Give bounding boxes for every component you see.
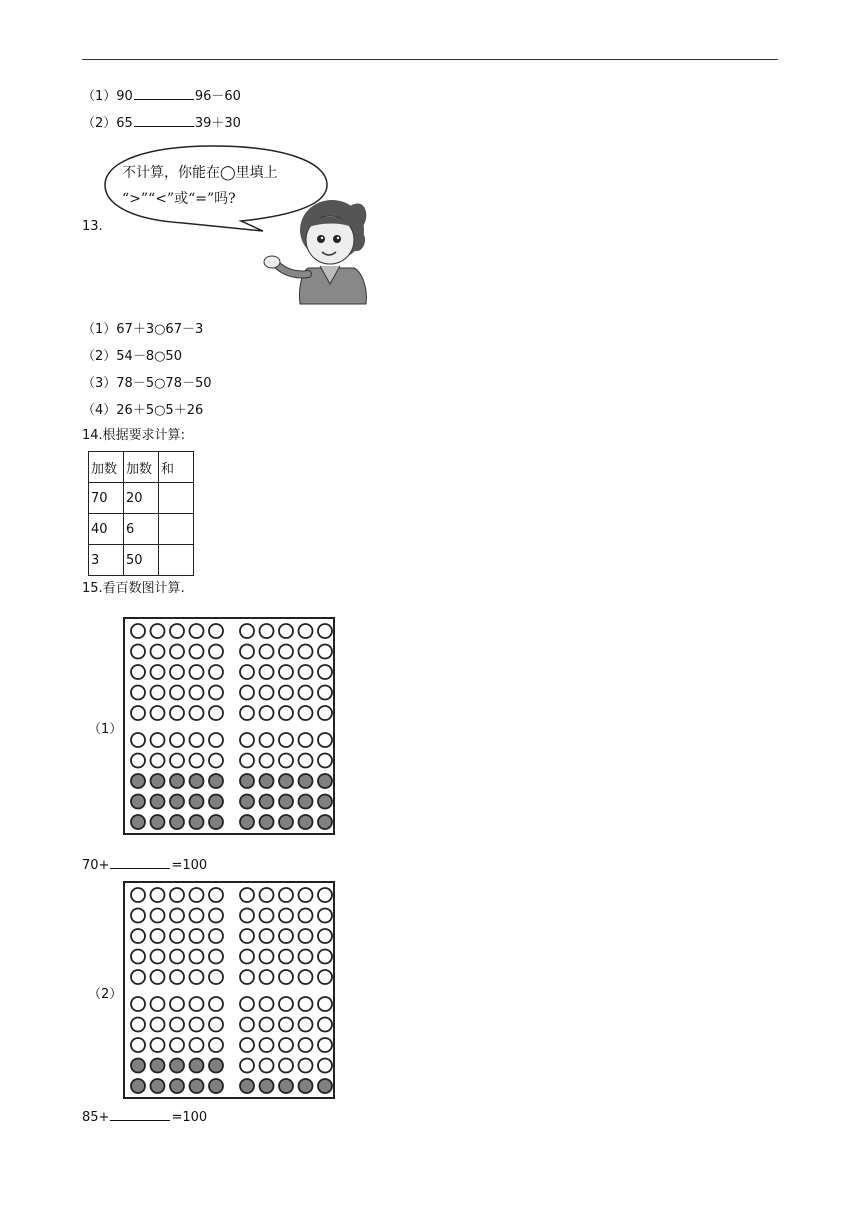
open-dot <box>279 970 293 984</box>
open-dot <box>170 1038 184 1052</box>
header-cell: 加数 <box>124 452 159 483</box>
open-dot <box>170 624 184 638</box>
shaded-dot <box>151 774 165 788</box>
shaded-dot <box>279 774 293 788</box>
open-dot <box>279 1059 293 1073</box>
open-dot <box>299 909 313 923</box>
open-dot <box>209 997 223 1011</box>
shaded-dot <box>240 815 254 829</box>
shaded-dot <box>240 774 254 788</box>
open-dot <box>279 706 293 720</box>
open-dot <box>299 888 313 902</box>
open-dot <box>131 665 145 679</box>
open-dot <box>260 706 274 720</box>
open-dot <box>170 950 184 964</box>
open-dot <box>318 686 332 700</box>
table-cell: 70 <box>89 483 124 514</box>
open-dot <box>279 929 293 943</box>
shaded-dot <box>209 795 223 809</box>
open-dot <box>318 888 332 902</box>
open-dot <box>131 888 145 902</box>
open-dot <box>260 929 274 943</box>
q14-title: 14.根据要求计算: <box>82 428 186 443</box>
open-dot <box>240 997 254 1011</box>
open-dot <box>151 624 165 638</box>
open-dot <box>260 686 274 700</box>
open-dot <box>240 929 254 943</box>
open-dot <box>131 1018 145 1032</box>
sum-cell[interactable] <box>159 545 194 576</box>
open-dot <box>151 645 165 659</box>
open-dot <box>260 754 274 768</box>
shaded-dot <box>190 774 204 788</box>
shaded-dot <box>318 815 332 829</box>
part1-label: （1） <box>88 722 123 737</box>
shaded-dot <box>131 1059 145 1073</box>
open-dot <box>209 909 223 923</box>
open-dot <box>279 909 293 923</box>
shaded-dot <box>260 815 274 829</box>
open-dot <box>260 1038 274 1052</box>
q13-item-2: （2）54－8○50 <box>82 349 182 364</box>
open-dot <box>318 970 332 984</box>
open-dot <box>209 754 223 768</box>
shaded-dot <box>260 774 274 788</box>
open-dot <box>279 1038 293 1052</box>
open-dot <box>299 706 313 720</box>
open-dot <box>209 645 223 659</box>
open-dot <box>209 686 223 700</box>
open-dot <box>260 970 274 984</box>
open-dot <box>299 624 313 638</box>
open-dot <box>318 645 332 659</box>
open-dot <box>240 1059 254 1073</box>
table-cell: 20 <box>124 483 159 514</box>
q15-eq-1: 70+ =100 <box>82 858 208 873</box>
open-dot <box>240 1018 254 1032</box>
open-dot <box>299 1059 313 1073</box>
open-dot <box>170 888 184 902</box>
open-dot <box>209 1018 223 1032</box>
open-dot <box>190 686 204 700</box>
shaded-dot <box>190 795 204 809</box>
open-dot <box>299 997 313 1011</box>
table-row <box>89 514 194 545</box>
part2-label: （2） <box>88 987 123 1002</box>
open-dot <box>299 754 313 768</box>
open-dot <box>240 706 254 720</box>
answer-blank[interactable] <box>134 87 194 100</box>
shaded-dot <box>131 1079 145 1093</box>
hundred-chart-1 <box>123 617 335 835</box>
open-dot <box>299 970 313 984</box>
shaded-dot <box>190 1059 204 1073</box>
table-cell: 3 <box>89 545 124 576</box>
shaded-dot <box>151 815 165 829</box>
open-dot <box>279 997 293 1011</box>
open-dot <box>240 665 254 679</box>
shaded-dot <box>299 815 313 829</box>
addition-table <box>88 451 194 576</box>
open-dot <box>170 686 184 700</box>
table-row <box>89 545 194 576</box>
open-dot <box>279 665 293 679</box>
open-dot <box>151 909 165 923</box>
shaded-dot <box>299 774 313 788</box>
shaded-dot <box>209 774 223 788</box>
open-dot <box>260 624 274 638</box>
open-dot <box>170 1018 184 1032</box>
open-dot <box>131 733 145 747</box>
shaded-dot <box>190 1079 204 1093</box>
open-dot <box>190 997 204 1011</box>
open-dot <box>318 1059 332 1073</box>
open-dot <box>299 950 313 964</box>
answer-blank[interactable] <box>110 1108 170 1121</box>
open-dot <box>209 888 223 902</box>
open-dot <box>240 950 254 964</box>
shaded-dot <box>151 1079 165 1093</box>
open-dot <box>260 888 274 902</box>
open-dot <box>209 706 223 720</box>
open-dot <box>299 1018 313 1032</box>
table-row <box>89 483 194 514</box>
open-dot <box>260 997 274 1011</box>
open-dot <box>209 1038 223 1052</box>
open-dot <box>151 706 165 720</box>
open-dot <box>260 733 274 747</box>
shaded-dot <box>318 1079 332 1093</box>
open-dot <box>131 686 145 700</box>
open-dot <box>170 970 184 984</box>
q15-title: 15.看百数图计算. <box>82 581 185 596</box>
q13-item-3: （3）78－5○78－50 <box>82 376 212 391</box>
shaded-dot <box>170 795 184 809</box>
open-dot <box>170 706 184 720</box>
q13-item-4: （4）26＋5○5＋26 <box>82 403 204 418</box>
open-dot <box>299 733 313 747</box>
shaded-dot <box>170 1079 184 1093</box>
open-dot <box>170 665 184 679</box>
open-dot <box>151 950 165 964</box>
shaded-dot <box>279 795 293 809</box>
open-dot <box>170 997 184 1011</box>
shaded-dot <box>131 774 145 788</box>
open-dot <box>151 970 165 984</box>
shaded-dot <box>190 815 204 829</box>
open-dot <box>131 754 145 768</box>
open-dot <box>318 909 332 923</box>
answer-blank[interactable] <box>110 856 170 869</box>
open-dot <box>190 706 204 720</box>
open-dot <box>190 909 204 923</box>
open-dot <box>240 733 254 747</box>
open-dot <box>279 686 293 700</box>
open-dot <box>209 733 223 747</box>
open-dot <box>209 624 223 638</box>
open-dot <box>151 686 165 700</box>
open-dot <box>299 686 313 700</box>
open-dot <box>279 1018 293 1032</box>
open-dot <box>279 624 293 638</box>
shaded-dot <box>131 815 145 829</box>
open-dot <box>170 733 184 747</box>
open-dot <box>131 645 145 659</box>
open-dot <box>240 624 254 638</box>
open-dot <box>170 909 184 923</box>
shaded-dot <box>299 795 313 809</box>
open-dot <box>151 929 165 943</box>
table-cell: 6 <box>124 514 159 545</box>
q12-item-1: （1）90 96－60 <box>82 89 241 104</box>
table-header-row <box>89 452 194 483</box>
shaded-dot <box>170 1059 184 1073</box>
open-dot <box>131 950 145 964</box>
open-dot <box>170 929 184 943</box>
shaded-dot <box>299 1079 313 1093</box>
header-cell: 加数 <box>89 452 124 483</box>
shaded-dot <box>170 815 184 829</box>
open-dot <box>131 909 145 923</box>
open-dot <box>279 888 293 902</box>
open-dot <box>151 1018 165 1032</box>
open-dot <box>279 645 293 659</box>
open-dot <box>151 733 165 747</box>
open-dot <box>190 754 204 768</box>
shaded-dot <box>318 795 332 809</box>
open-dot <box>209 950 223 964</box>
open-dot <box>240 970 254 984</box>
hundred-chart-2 <box>123 881 335 1099</box>
shaded-dot <box>318 774 332 788</box>
q12-item-2: （2）65 39＋30 <box>82 116 241 131</box>
open-dot <box>318 997 332 1011</box>
open-dot <box>260 909 274 923</box>
open-dot <box>240 645 254 659</box>
open-dot <box>260 950 274 964</box>
girl-illustration <box>262 192 374 312</box>
open-dot <box>318 665 332 679</box>
shaded-dot <box>279 815 293 829</box>
shaded-dot <box>240 795 254 809</box>
q13-number: 13. <box>82 219 103 234</box>
open-dot <box>151 1038 165 1052</box>
open-dot <box>131 997 145 1011</box>
open-dot <box>260 1059 274 1073</box>
sum-cell[interactable] <box>159 483 194 514</box>
open-dot <box>240 909 254 923</box>
header-rule <box>82 59 778 60</box>
open-dot <box>299 665 313 679</box>
open-dot <box>318 1018 332 1032</box>
open-dot <box>240 888 254 902</box>
open-dot <box>151 997 165 1011</box>
shaded-dot <box>240 1079 254 1093</box>
open-dot <box>318 706 332 720</box>
open-dot <box>131 1038 145 1052</box>
open-dot <box>190 929 204 943</box>
open-dot <box>260 645 274 659</box>
open-dot <box>131 624 145 638</box>
open-dot <box>190 624 204 638</box>
open-dot <box>240 1038 254 1052</box>
open-dot <box>190 970 204 984</box>
open-dot <box>260 665 274 679</box>
open-dot <box>240 686 254 700</box>
open-dot <box>209 970 223 984</box>
open-dot <box>240 754 254 768</box>
open-dot <box>190 665 204 679</box>
open-dot <box>190 733 204 747</box>
shaded-dot <box>260 795 274 809</box>
q15-eq-2: 85+ =100 <box>82 1110 208 1125</box>
open-dot <box>318 754 332 768</box>
bubble-text: 不计算，你能在◯里填上 “>”“<”或“=”吗? <box>122 165 278 207</box>
open-dot <box>299 645 313 659</box>
open-dot <box>318 950 332 964</box>
open-dot <box>131 706 145 720</box>
open-dot <box>318 929 332 943</box>
shaded-dot <box>279 1079 293 1093</box>
open-dot <box>299 1038 313 1052</box>
shaded-dot <box>151 795 165 809</box>
open-dot <box>190 1038 204 1052</box>
open-dot <box>318 1038 332 1052</box>
table-cell: 40 <box>89 514 124 545</box>
open-dot <box>151 665 165 679</box>
open-dot <box>209 929 223 943</box>
open-dot <box>170 754 184 768</box>
q13-item-1: （1）67＋3○67－3 <box>82 322 204 337</box>
open-dot <box>318 733 332 747</box>
shaded-dot <box>151 1059 165 1073</box>
shaded-dot <box>209 1059 223 1073</box>
open-dot <box>190 950 204 964</box>
open-dot <box>318 624 332 638</box>
table-cell: 50 <box>124 545 159 576</box>
shaded-dot <box>209 1079 223 1093</box>
open-dot <box>299 929 313 943</box>
open-dot <box>151 888 165 902</box>
sum-cell[interactable] <box>159 514 194 545</box>
header-cell: 和 <box>159 452 194 483</box>
open-dot <box>190 888 204 902</box>
open-dot <box>151 754 165 768</box>
open-dot <box>131 970 145 984</box>
open-dot <box>131 929 145 943</box>
open-dot <box>209 665 223 679</box>
open-dot <box>190 1018 204 1032</box>
open-dot <box>190 645 204 659</box>
shaded-dot <box>170 774 184 788</box>
open-dot <box>260 1018 274 1032</box>
open-dot <box>279 733 293 747</box>
answer-blank[interactable] <box>134 114 194 127</box>
open-dot <box>170 645 184 659</box>
shaded-dot <box>131 795 145 809</box>
open-dot <box>279 950 293 964</box>
shaded-dot <box>209 815 223 829</box>
open-dot <box>279 754 293 768</box>
shaded-dot <box>260 1079 274 1093</box>
